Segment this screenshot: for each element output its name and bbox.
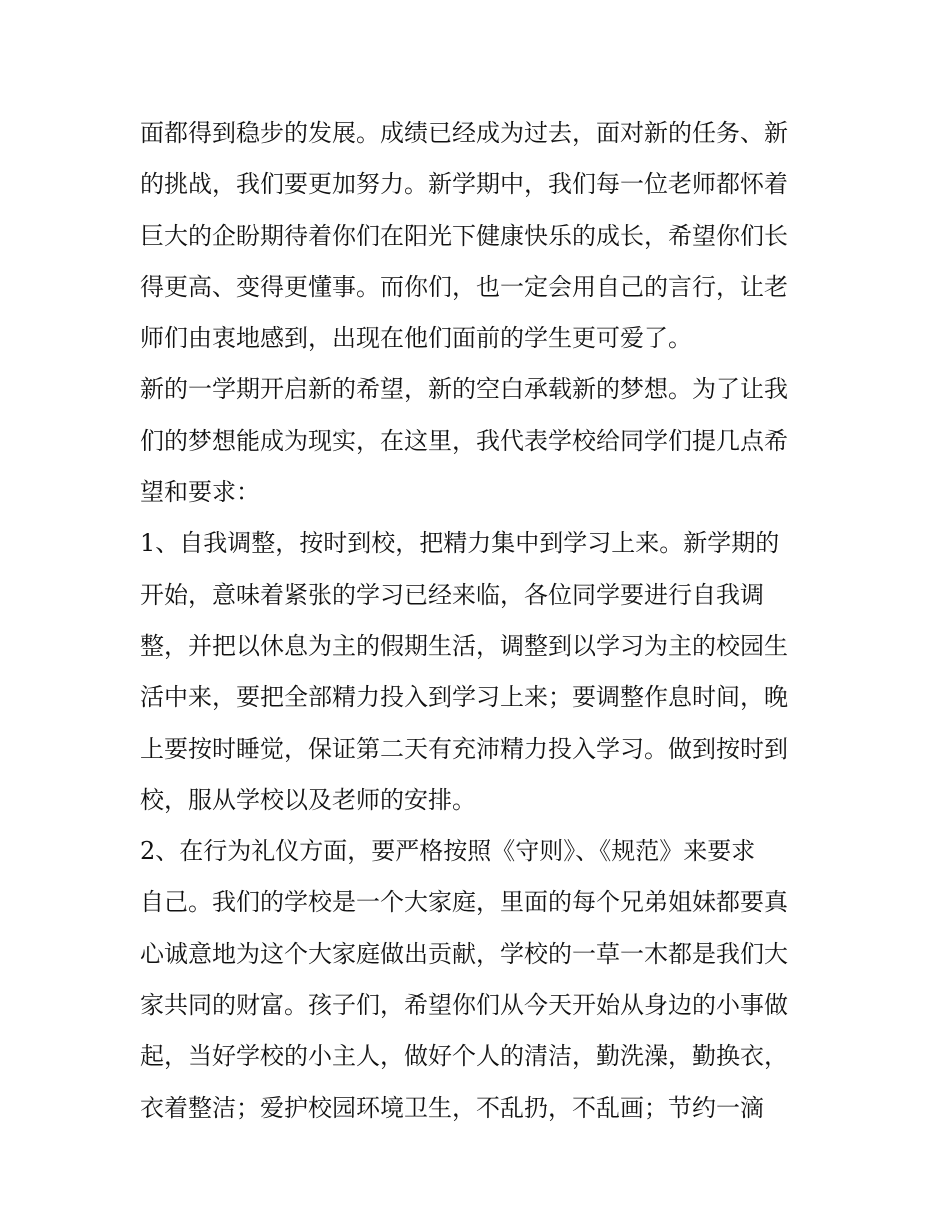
- text-line: 1、自我调整，按时到校，把精力集中到学习上来。新学期的: [140, 529, 780, 558]
- text-line: 们的梦想能成为现实，在这里，我代表学校给同学们提几点希: [140, 426, 788, 455]
- text-line: 得更高、变得更懂事。而你们，也一定会用自己的言行，让老: [140, 272, 788, 301]
- text-line: 校，服从学校以及老师的安排。: [140, 785, 476, 814]
- text-line: 面都得到稳步的发展。成绩已经成为过去，面对新的任务、新: [140, 119, 788, 147]
- text-line: 起，当好学校的小主人，做好个人的清洁，勤洗澡，勤换衣，: [140, 1042, 788, 1071]
- text-line: 师们由衷地感到，出现在他们面前的学生更可爱了。: [140, 324, 692, 353]
- text-line: 整，并把以休息为主的假期生活，调整到以学习为主的校园生: [140, 631, 788, 660]
- text-line: 2、在行为礼仪方面，要严格按照《守则》、《规范》来要求: [140, 837, 756, 866]
- text-line: 的挑战，我们要更加努力。新学期中，我们每一位老师都怀着: [140, 170, 788, 199]
- text-line: 家共同的财富。孩子们，希望你们从今天开始从身边的小事做: [140, 991, 788, 1020]
- text-line: 活中来，要把全部精力投入到学习上来；要调整作息时间，晚: [140, 683, 788, 712]
- text-line: 开始，意味着紧张的学习已经来临，各位同学要进行自我调: [140, 580, 764, 609]
- body-text: [140, 108, 820, 1134]
- text-line: 心诚意地为这个大家庭做出贡献，学校的一草一木都是我们大: [140, 939, 788, 968]
- text-line: 望和要求：: [140, 478, 260, 507]
- text-line: 自己。我们的学校是一个大家庭，里面的每个兄弟姐妹都要真: [140, 888, 788, 917]
- text-line: 上要按时睡觉，保证第二天有充沛精力投入学习。做到按时到: [140, 734, 788, 763]
- text-line: 巨大的企盼期待着你们在阳光下健康快乐的成长，希望你们长: [140, 221, 788, 250]
- text-line: 衣着整洁；爱护校园环境卫生，不乱扔，不乱画；节约一滴: [140, 1093, 764, 1122]
- text-line: 新的一学期开启新的希望，新的空白承载新的梦想。为了让我: [140, 375, 788, 404]
